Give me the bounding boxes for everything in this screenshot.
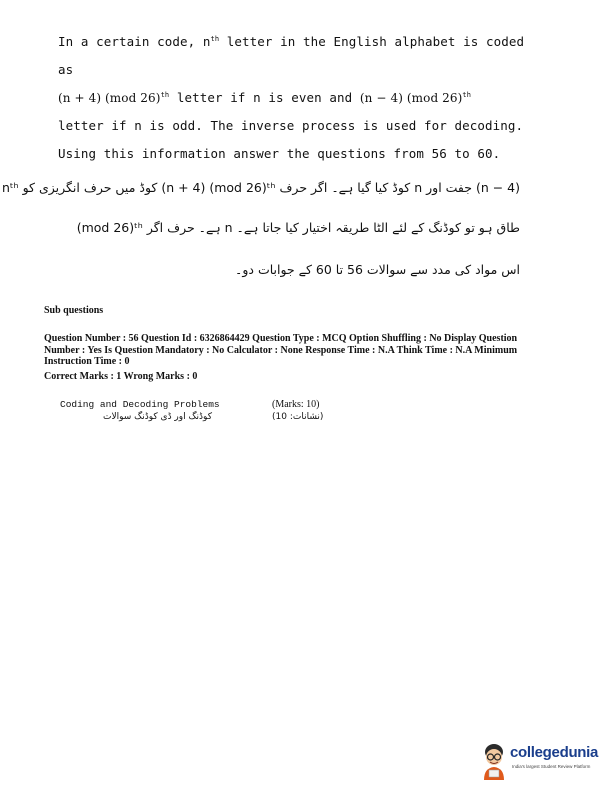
question-line-5: Using this information answer the questions from 56 to 60. xyxy=(58,146,501,161)
section-marks-en: (Marks: 10) xyxy=(272,399,320,410)
section-title-en: Coding and Decoding Problems xyxy=(60,399,220,410)
section-marks-ur: (نشانات: 10) xyxy=(272,412,324,422)
meta-line-3: Instruction Time : 0 xyxy=(44,356,130,368)
urdu-line-3: اس مواد کی مدد سے سوالات 56 تا 60 کے جوابات دو۔ xyxy=(235,262,520,277)
sub-questions-heading: Sub questions xyxy=(44,305,104,316)
urdu-line-2: (mod 26)ᵗʰ ہے۔ حرف اگر n طاق ہو تو کوڈنگ کے لئے الٹا طریقہ اختیار کیا جاتا ہے۔ xyxy=(76,220,520,235)
meta-line-1: Question Number : 56 Question Id : 6326864429 Question Type : MCQ Option Shuffling : No Display Question xyxy=(44,333,518,344)
logo-tagline: India's largest Student Review Platform xyxy=(512,764,591,769)
question-line-4: letter if n is odd. The inverse process is used for decoding. xyxy=(58,118,524,133)
question-line-1: In a certain code, $n^{th}$ letter in the English alphabet is coded xyxy=(58,34,525,49)
collegedunia-logo xyxy=(480,740,605,784)
question-meta xyxy=(44,333,564,368)
question-line-2: as xyxy=(58,62,74,77)
section-title-ur: کوڈنگ اور ڈی کوڈنگ سوالات xyxy=(103,412,212,422)
marks-line: Correct Marks : 1 Wrong Marks : 0 xyxy=(44,371,198,382)
logo-wordmark: collegedunia xyxy=(510,744,599,761)
question-line-3: (n + 4) (mod 26)$^{th}$ letter if n is even and (n − 4) (mod 26)$^{th}$ xyxy=(58,90,472,105)
student-avatar-icon xyxy=(480,740,508,780)
meta-line-2: Number : Yes Is Question Mandatory : No Calculator : None Response Time : N.A Think Time : N.A Minimum xyxy=(44,344,518,356)
urdu-line-1: nᵗʰ کوڈ میں حرف انگریزی کو (n + 4) (mod 26)ᵗʰ کوڈ کیا گیا ہے۔ اگر حرف n جفت اور (n − 4) xyxy=(1,180,520,195)
